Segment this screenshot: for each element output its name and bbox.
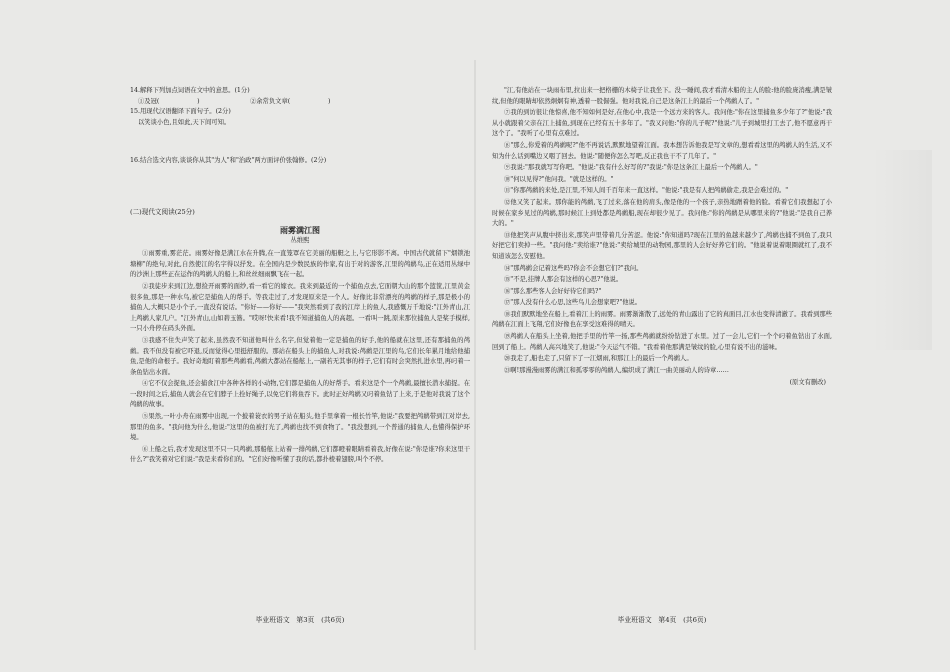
paragraph-4: ④它不仅会捉鱼,还会捕食江中各种各样的小动物,它们都是捕鱼人的好帮手。看来这是个一个鸬鹚,最擅长潜水捕捉。在一段时间之后,捕鱼人就会在它们脖子上拴好绳子,以免它们将鱼吞下。此时正好鸬鹚又叼着鱼钻了上来,于是他对我说了这个鸬鹚的故事。 [130, 380, 470, 409]
paragraph-5: ⑤果然,一叶小舟在雨雾中出现,一个披着蓑衣的男子站在船头,他手里拿着一根长竹竿,他说:"我要把鸬鹚带到江对岸去,那里的鱼多。"我问他为什么,他说:"这里的鱼被打光了,鸬鹚也找不到食物了。"我没想到,一个普通的捕鱼人,也懂得保护环境。 [130, 413, 470, 442]
page-footer-left: 毕业班语文 第3页 (共6页) [255, 616, 345, 624]
question-15-sentence: 以笑谈小色,且如此,天下间可知。 [138, 118, 231, 126]
paragraph-8: ⑧"那么,你爱着的鸬鹚呢?"他不再说话,默默地望着江面。我本想告诉他我是写文章的,想看看这里的鸬鹚人的生活,又不知为什么话到嘴边又咽了回去。他说:"随便你怎么写吧,反正我也干不了几年了。" [492, 141, 832, 160]
answer-space [130, 128, 470, 156]
paragraph-18: ⑱我们默默地坐在船上,看着江上的雨雾。雨雾渐渐散了,远处的青山露出了它的真面目,江水也变得清澈了。我看到那些鸬鹚在江面上飞翔,它们好像也在享受这难得的晴天。 [492, 310, 832, 329]
article-author: 丛维熙 [290, 236, 310, 244]
question-16: 16.结合选文内容,谈谈你从其"为人"和"治政"两方面评价张翰修。(2分) [130, 157, 327, 165]
question-14: 14.解释下列加点词语在文中的意思。(1分) [130, 87, 250, 94]
article-title: 雨雾满江图 [280, 224, 320, 235]
source-note: (原文有删改) [789, 379, 826, 387]
paragraph-10: ⑩"何以见得?"他问我。"就是这样的。" [504, 175, 614, 183]
page-footer-right: 毕业班语文 第4页 (共6页) [617, 616, 707, 624]
page-fold [474, 60, 476, 650]
paragraph-2: ②我徒步来到江边,想捡开雨雾的面纱,看一看它的嫁衣。我来到最近的一个捕鱼点去,它面朝大山的那个篮筐,江里黄金很多鱼,那是一种水鸟,被它是捕鱼人的帮手。等我走过了,才发现原来是一个人。好像比非常漂亮的鸬鹚的样子,那是极小的捕鱼人,大概只是小个子,一直没有说话。"你好——你好——"我突然看到了我的江岸上的鱼人,我感慨万千地说:"江外青山,江上鸬鹚人家几户。"江外青山,山如碧玉簪。"哎呀!快来看!我不知道捕鱼人的高超。一看叫一跳,原来那位捕鱼人是桨手模样,一只小舟停在码头外面。 [130, 282, 470, 333]
paragraph-17: ⑰"那人没有什么心思,这些鸟儿会想家吧?"他说。 [504, 299, 642, 307]
answer-space [130, 167, 470, 187]
paragraph-3: ③我感不住失声笑了起来,虽然我不知道他叫什么名字,但觉着他一定是捕鱼的好手,他的船就在这里,还有那捕鱼的鸬鹚。我不但没有被它吓退,反而觉得心里挺舒服的。那站在船头上的捕鱼人,对我说:鸬鹚是江里的鸟,它们长年累月地给他捕鱼,是他的命根子。我好奇地盯着那些鸬鹚看,鸬鹚大都站在船舷上,一副若无其事的样子,它们有时会突然扎进水里,再叼着一条鱼钻出水面。 [130, 336, 470, 376]
paragraph-12: ⑫他又笑了起来。那你能的鸬鹚,飞了过来,落在他的肩头,像是他的一个孩子,亲热地蹭着他的脸。看着它们我想起了小时候在家乡见过的鸬鹚,那时候江上到处都是鸬鹚船,现在却很少见了。我问他:"你的鸬鹚是从哪里来的?"他说:"是我自己养大的。" [492, 198, 832, 228]
paragraph-6: ⑥上船之后,我才发现这里不只一只鸬鹚,那船舷上站着一排鸬鹚,它们都瞪着眼睛看着我,好像在说:"你是谁?你来这里干什么?"我笑着对它们说:"我是来看你们的。"它们好像听懂了我的话,都扑棱着翅膀,叫个不停。 [130, 445, 470, 464]
paragraph-16: ⑯"那么那些客人会好好待它们吗?" [504, 287, 602, 295]
show-through-shadow [872, 150, 932, 350]
paragraph-15: ⑮"不是,挂牌人那会有这样的心思?"他说。 [504, 276, 623, 284]
paragraph-13: ⑬他把笑声从腹中挤出来,那笑声里带着几分苦涩。他说:"你知道吗?现在江里的鱼越来越少了,鸬鹚也捕不到鱼了,我只好把它们卖掉一些。"我问他:"卖给谁?"他说:"卖给城里的动物园,那里的人会好好养它们的。"他说着说着眼圈就红了,我不知道该怎么安慰他。 [492, 231, 832, 260]
paragraph-continued: "江,有他站在一块雨布里,拉出来一把格栅的木椅子让我坐下。没一睡间,我才看清木船的主人的脸:他的脸庞消瘦,满是皱纹,但他的眼睛却依然炯炯有神,透着一股倔强。他对我说,自己是这条江上的最后一个鸬鹚人了。" [492, 87, 832, 105]
paragraph-7: ⑦我的到访很让他惊喜,他不知如何是好,在他心中,我是一个远方来的客人。我问他:"你在这里捕鱼多少年了?"他说:"我从小就跟着父亲在江上捕鱼,到现在已经有五十多年了。"我又问他:"你的儿子呢?"他说:"儿子到城里打工去了,他不愿意再干这个了。"我听了心里有点难过。 [492, 109, 832, 138]
paragraph-14: ⑭"那鸬鹚会记着这些吗?你会不会想它们?"我问。 [504, 264, 643, 272]
left-page [130, 86, 470, 606]
paragraph-1: ①雨雾重,雾茫茫。雨雾好像是满江水在升腾,在一直笼罩在它美丽的船艇之上,与它形影不离。中国古代就留下"烟锁池塘柳"的绝句,对此,自然使江的名字得以抒发。在全国内是少数民族的作家,有出于对的游客,江里的鸬鹚鸟,正在适用丛绿中的沙洲上那些正在运作的鸬鹚人的船上,和丝丝细雨飘飞在一起。 [130, 250, 470, 279]
paragraph-19: ⑲鸬鹚人在船头上坐着,他把手里的竹竿一扬,那些鸬鹚就纷纷钻进了水里。过了一会儿,它们一个个叼着鱼钻出了水面,回到了船上。鸬鹚人高兴地笑了,他说:"今天运气不错。"我看着他那满是皱纹的脸,心里有说不出的滋味。 [492, 333, 832, 351]
paragraph-11: ⑪"你那鸬鹚的来处,是江里,不知人间千百年来一直这样。"他说:"我是有人把鸬鹚偷走,我是会难过的。" [504, 187, 789, 195]
paragraph-20: ⑳我走了,船也走了,只留下了一江烟雨,和那江上的最后一个鸬鹚人。 [504, 355, 693, 363]
question-14-options: ①及冠( ) ②余常负文章( ) [138, 97, 331, 105]
section-title: (二)现代文阅读(25分) [130, 207, 195, 216]
paragraph-9: ⑨我说:"那我就写写你吧。"他说:"我有什么好写的?"我说:"你是这条江上最后一个鸬鹚人。" [504, 164, 758, 172]
paragraph-21: ㉑啊!那漫漫雨雾的满江和孤零零的鸬鹚人,编织成了满江一曲美丽动人的诗章…… [504, 366, 729, 374]
question-15: 15.用现代汉语翻译下面句子。(2分) [130, 108, 231, 116]
right-page [492, 86, 832, 606]
